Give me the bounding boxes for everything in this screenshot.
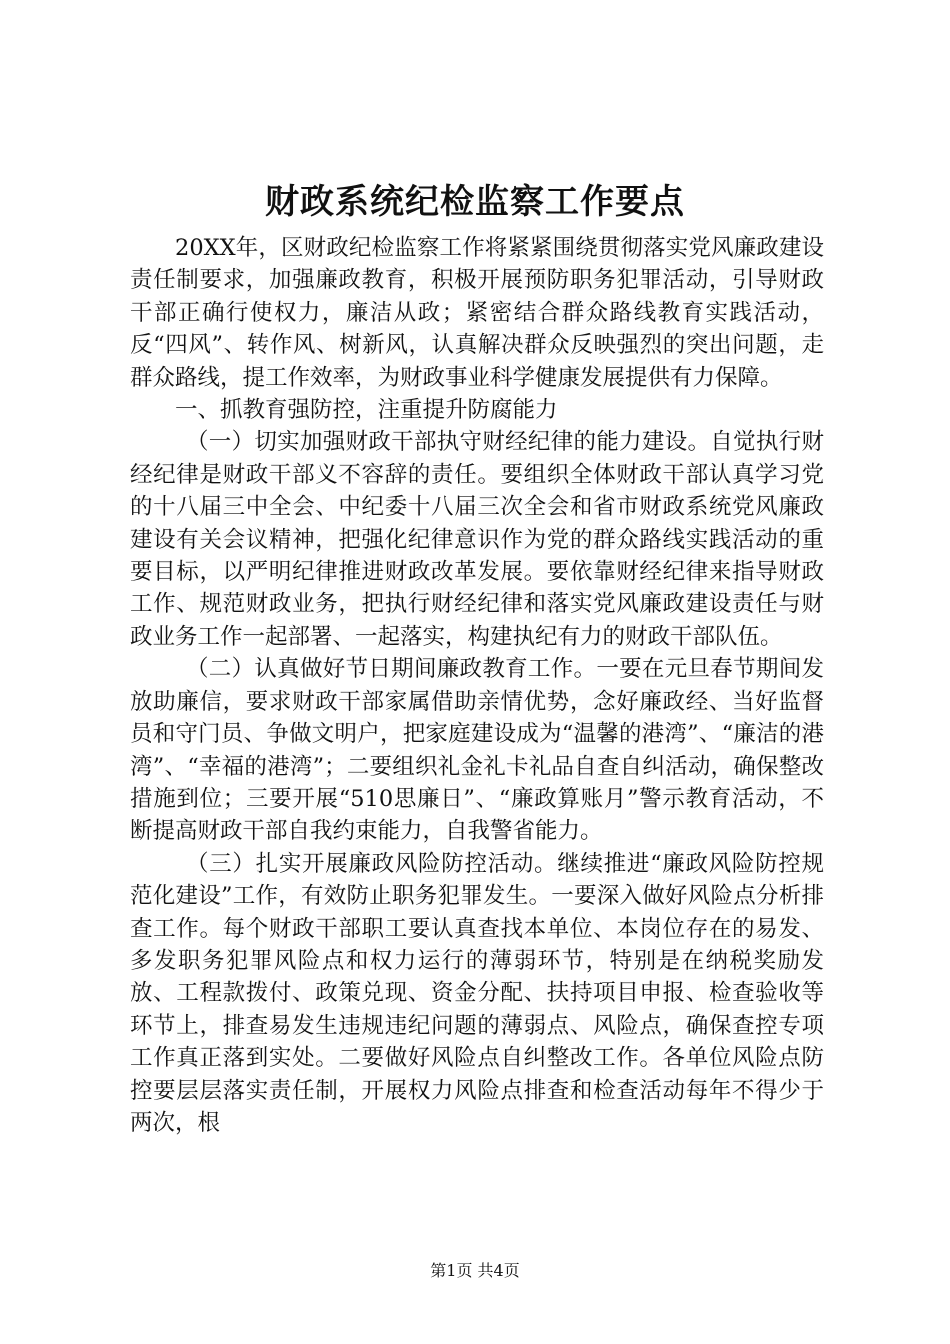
- paragraph-item-2: （二）认真做好节日期间廉政教育工作。一要在元旦春节期间发放助廉信，要求财政干部家属借助亲情优势，念好廉政经、当好监督员和守门员、争做文明户，把家庭建设成为“温馨的港湾”、“廉洁的港湾”、“幸福的港湾”；二要组织礼金礼卡礼品自查自纠活动，确保整改措施到位；三要开展“510思廉日”、“廉政算账月”警示教育活动，不断提高财政干部自我约束能力，自我警省能力。: [130, 656, 824, 845]
- document-title: 财政系统纪检监察工作要点: [265, 182, 685, 222]
- paragraph-item-1: （一）切实加强财政干部执守财经纪律的能力建设。自觉执行财经纪律是财政干部义不容辞的责任。要组织全体财政干部认真学习党的十八届三中全会、中纪委十八届三次全会和省市财政系统党风廉政建设有关会议精神，把强化纪律意识作为党的群众路线实践活动的重要目标，以严明纪律推进财政改革发展。要依靠财经纪律来指导财政工作、规范财政业务，把执行财经纪律和落实党风廉政建设责任与财政业务工作一起部署、一起落实，构建执纪有力的财政干部队伍。: [130, 429, 824, 650]
- document-body: [130, 232, 824, 1139]
- paragraph-item-3: （三）扎实开展廉政风险防控活动。继续推进“廉政风险防控规范化建设”工作，有效防止职务犯罪发生。一要深入做好风险点分析排查工作。每个财政干部职工要认真查找本单位、本岗位存在的易发、多发职务犯罪风险点和权力运行的薄弱环节，特别是在纳税奖励发放、工程款拨付、政策兑现、资金分配、扶持项目申报、检查验收等环节上，排查易发生违规违纪问题的薄弱点、风险点，确保查控专项工作真正落到实处。二要做好风险点自纠整改工作。各单位风险点防控要层层落实责任制，开展权力风险点排查和检查活动每年不得少于两次，根: [130, 850, 824, 1136]
- section-heading-1: 一、抓教育强防控，注重提升防腐能力: [175, 397, 558, 424]
- page-number-footer: 第1页 共4页: [430, 1261, 520, 1280]
- paragraph-intro: 20XX年，区财政纪检监察工作将紧紧围绕贯彻落实党风廉政建设责任制要求，加强廉政教育，积极开展预防职务犯罪活动，引导财政干部正确行使权力，廉洁从政；紧密结合群众路线教育实践活动，反“四风”、转作风、树新风，认真解决群众反映强烈的突出问题，走群众路线，提工作效率，为财政事业科学健康发展提供有力保障。: [130, 235, 824, 391]
